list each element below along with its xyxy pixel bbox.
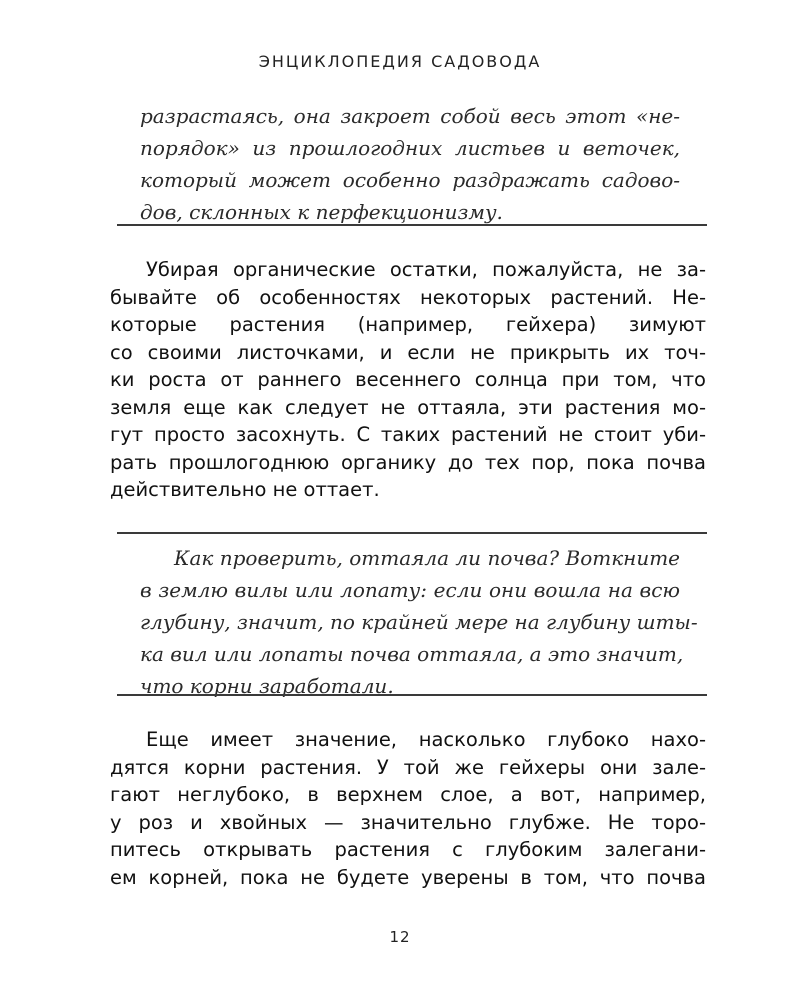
quote-mid-line: глубину, значит, по крайней мере на глубину шты-: [140, 610, 698, 634]
paragraph-line: Еще имеет значение, насколько глубоко нахо-: [146, 728, 706, 751]
quote-top: [140, 100, 680, 228]
paragraph-line: со своими листочками, и если не прикрыть их точ-: [110, 340, 706, 364]
paragraph-line: ем корней, пока не будете уверены в том, что почва: [110, 865, 706, 889]
paragraph-line: питесь открывать растения с глубоким залегани-: [110, 838, 706, 861]
paragraph-line: действительно не оттает.: [110, 478, 380, 501]
paragraph-line: гут просто засохнуть. С таких растений не стоит уби-: [110, 423, 706, 446]
paragraph-line: дятся корни растения. У той же гейхеры они зале-: [110, 755, 706, 779]
divider-rule: [117, 694, 707, 696]
running-head: ЭНЦИКЛОПЕДИЯ САДОВОДА: [258, 52, 542, 71]
paragraph-2: [110, 726, 706, 891]
paragraph-1: [110, 256, 706, 504]
quote-top-line: порядок» из прошлогодних листьев и веточек,: [140, 136, 680, 160]
paragraph-line: у роз и хвойных — значительно глубже. Не торо-: [110, 810, 706, 834]
page-number: 12: [389, 928, 411, 946]
quote-mid-line: Как проверить, оттаяла ли почва? Воткните: [174, 546, 680, 570]
paragraph-line: Убирая органические остатки, пожалуйста, не за-: [146, 258, 706, 281]
quote-top-line: дов, склонных к перфекционизму.: [140, 200, 503, 224]
paragraph-line: которые растения (например, гейхера) зимуют: [110, 313, 706, 336]
divider-rule: [117, 532, 707, 534]
quote-mid-line: в землю вилы или лопату: если они вошла на всю: [140, 578, 680, 602]
quote-top-line: который может особенно раздражать садово-: [140, 168, 680, 192]
paragraph-line: гают неглубоко, в верхнем слое, а вот, например,: [110, 783, 706, 806]
paragraph-line: ки роста от раннего весеннего солнца при том, что: [110, 368, 706, 391]
quote-top-line: разрастаясь, она закроет собой весь этот «не-: [140, 104, 680, 128]
paragraph-line: земля еще как следует не оттаяла, эти растения мо-: [110, 395, 706, 419]
quote-mid-line: ка вил или лопаты почва оттаяла, а это значит,: [140, 642, 684, 666]
paragraph-line: рать прошлогоднюю органику до тех пор, пока почва: [110, 450, 706, 474]
quote-mid: [140, 542, 698, 702]
divider-rule: [117, 224, 707, 226]
quote-mid-line: что корни заработали.: [140, 674, 394, 698]
paragraph-line: бывайте об особенностях некоторых растений. Не-: [110, 285, 706, 309]
